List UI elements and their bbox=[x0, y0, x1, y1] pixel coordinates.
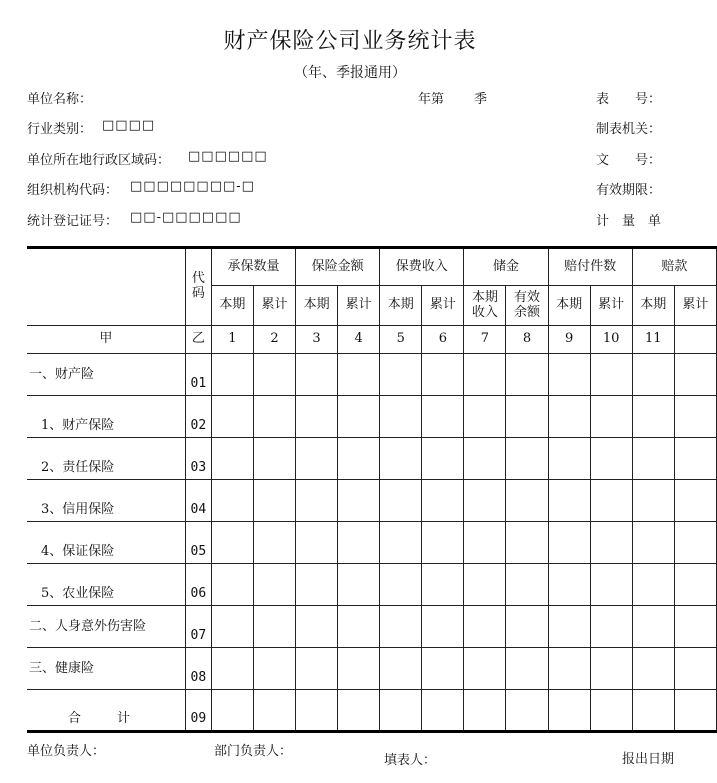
period-year: 年第 bbox=[418, 92, 445, 107]
row-label: 3、信用保险 bbox=[27, 480, 185, 522]
data-cell[interactable] bbox=[464, 606, 506, 648]
sub-deposit-balance bbox=[506, 286, 548, 326]
data-cell[interactable] bbox=[632, 606, 674, 648]
row-code: 07 bbox=[185, 606, 211, 648]
sub-cumulative-5: 累计 bbox=[590, 286, 632, 326]
page-title: 财产保险公司业务统计表 bbox=[223, 29, 477, 54]
header-group-sum-insured: 保险金额 bbox=[296, 248, 380, 286]
data-cell[interactable] bbox=[632, 354, 674, 396]
data-cell[interactable] bbox=[253, 606, 295, 648]
row-code: 03 bbox=[185, 438, 211, 480]
data-cell[interactable] bbox=[632, 438, 674, 480]
data-cell[interactable] bbox=[548, 396, 590, 438]
sub-deposit-income-text: 本期收入 bbox=[471, 289, 498, 320]
sub-current-6: 本期 bbox=[632, 286, 674, 326]
data-cell[interactable] bbox=[506, 438, 548, 480]
data-cell[interactable] bbox=[338, 354, 380, 396]
row-code: 02 bbox=[185, 396, 211, 438]
data-cell[interactable] bbox=[296, 690, 338, 732]
column-b-label: 乙 bbox=[185, 326, 211, 354]
data-cell[interactable] bbox=[590, 648, 632, 690]
data-cell[interactable] bbox=[380, 522, 422, 564]
data-cell[interactable] bbox=[422, 564, 464, 606]
data-cell[interactable] bbox=[464, 438, 506, 480]
data-cell[interactable] bbox=[380, 438, 422, 480]
unit-of-measure-label: 计 量 单 bbox=[596, 214, 662, 229]
data-cell[interactable] bbox=[380, 480, 422, 522]
data-cell[interactable] bbox=[380, 606, 422, 648]
table-row bbox=[27, 396, 717, 438]
data-cell[interactable] bbox=[590, 438, 632, 480]
data-cell[interactable] bbox=[338, 564, 380, 606]
sub-current-2: 本期 bbox=[296, 286, 338, 326]
column-number-3: 3 bbox=[296, 326, 338, 354]
data-cell[interactable] bbox=[422, 606, 464, 648]
data-cell[interactable] bbox=[548, 648, 590, 690]
table-row bbox=[27, 606, 717, 648]
sub-cumulative-1: 累计 bbox=[253, 286, 295, 326]
data-cell[interactable] bbox=[548, 480, 590, 522]
header-group-premium-income: 保费收入 bbox=[380, 248, 464, 286]
data-cell[interactable] bbox=[211, 648, 253, 690]
data-cell[interactable] bbox=[253, 396, 295, 438]
footer-dept-head: 部门负责人： bbox=[214, 744, 293, 759]
column-a-label: 甲 bbox=[27, 326, 185, 354]
data-cell[interactable] bbox=[211, 522, 253, 564]
table-row bbox=[27, 438, 717, 480]
data-cell[interactable] bbox=[253, 438, 295, 480]
column-number-6: 6 bbox=[422, 326, 464, 354]
table-row bbox=[27, 564, 717, 606]
sub-current-1: 本期 bbox=[211, 286, 253, 326]
org-code-label: 组织机构代码： bbox=[27, 183, 119, 198]
data-cell[interactable] bbox=[674, 396, 716, 438]
data-cell[interactable] bbox=[464, 480, 506, 522]
period-quarter: 季 bbox=[474, 92, 488, 107]
data-cell[interactable] bbox=[211, 480, 253, 522]
row-code: 01 bbox=[185, 354, 211, 396]
footer-report-date: 报出日期 bbox=[622, 752, 675, 767]
header-code-text: 代码 bbox=[191, 271, 205, 301]
sub-cumulative-6: 累计 bbox=[674, 286, 716, 326]
data-cell[interactable] bbox=[338, 648, 380, 690]
sub-current-5: 本期 bbox=[548, 286, 590, 326]
data-cell[interactable] bbox=[253, 354, 295, 396]
data-cell[interactable] bbox=[211, 438, 253, 480]
data-cell[interactable] bbox=[464, 690, 506, 732]
data-cell[interactable] bbox=[211, 354, 253, 396]
data-cell[interactable] bbox=[296, 606, 338, 648]
data-cell[interactable] bbox=[674, 648, 716, 690]
header-group-claim-count: 赔付件数 bbox=[548, 248, 632, 286]
data-cell[interactable] bbox=[338, 522, 380, 564]
column-number-2: 2 bbox=[253, 326, 295, 354]
footer-filler: 填表人： bbox=[384, 753, 437, 768]
industry-label: 行业类别： bbox=[27, 122, 93, 137]
data-cell[interactable] bbox=[211, 606, 253, 648]
org-code-boxes: □□□□□□□□-□ bbox=[130, 179, 255, 194]
footer-unit-head: 单位负责人： bbox=[27, 744, 106, 759]
data-cell[interactable] bbox=[548, 522, 590, 564]
header-code bbox=[185, 248, 211, 326]
column-number-4: 4 bbox=[338, 326, 380, 354]
data-cell[interactable] bbox=[548, 354, 590, 396]
data-cell[interactable] bbox=[380, 354, 422, 396]
header-group-claims: 赔款 bbox=[632, 248, 716, 286]
data-cell[interactable] bbox=[253, 648, 295, 690]
industry-code-boxes: □□□□ bbox=[102, 118, 156, 133]
data-cell[interactable] bbox=[253, 564, 295, 606]
data-cell[interactable] bbox=[548, 564, 590, 606]
data-cell[interactable] bbox=[548, 438, 590, 480]
column-number-7: 7 bbox=[464, 326, 506, 354]
data-cell[interactable] bbox=[674, 522, 716, 564]
data-cell[interactable] bbox=[296, 354, 338, 396]
row-label: 一、财产险 bbox=[27, 354, 185, 396]
row-label: 二、人身意外伤害险 bbox=[27, 606, 185, 648]
sub-deposit-income bbox=[464, 286, 506, 326]
data-cell[interactable] bbox=[253, 690, 295, 732]
sub-cumulative-3: 累计 bbox=[422, 286, 464, 326]
data-cell[interactable] bbox=[632, 480, 674, 522]
statistics-table bbox=[27, 246, 717, 733]
data-cell[interactable] bbox=[338, 438, 380, 480]
valid-period-label: 有效期限： bbox=[596, 183, 662, 198]
data-cell[interactable] bbox=[464, 648, 506, 690]
row-code: 09 bbox=[185, 690, 211, 732]
data-cell[interactable] bbox=[380, 564, 422, 606]
row-label: 三、健康险 bbox=[27, 648, 185, 690]
data-cell[interactable] bbox=[632, 396, 674, 438]
data-cell[interactable] bbox=[674, 564, 716, 606]
data-cell[interactable] bbox=[338, 396, 380, 438]
data-cell[interactable] bbox=[422, 438, 464, 480]
row-label: 2、责任保险 bbox=[27, 438, 185, 480]
data-cell[interactable] bbox=[590, 564, 632, 606]
data-cell[interactable] bbox=[422, 690, 464, 732]
data-cell[interactable] bbox=[674, 690, 716, 732]
data-cell[interactable] bbox=[211, 690, 253, 732]
data-cell[interactable] bbox=[674, 354, 716, 396]
row-code: 06 bbox=[185, 564, 211, 606]
column-number-1: 1 bbox=[211, 326, 253, 354]
data-cell[interactable] bbox=[506, 354, 548, 396]
row-label: 1、财产保险 bbox=[27, 396, 185, 438]
page-subtitle: （年、季报通用） bbox=[294, 65, 406, 81]
document-number-label: 文 号： bbox=[596, 153, 662, 168]
data-cell[interactable] bbox=[548, 690, 590, 732]
data-cell[interactable] bbox=[674, 438, 716, 480]
data-cell[interactable] bbox=[253, 480, 295, 522]
column-number-11: 11 bbox=[632, 326, 674, 354]
row-label-total: 合 计 bbox=[27, 690, 185, 732]
table-row-total bbox=[27, 690, 717, 732]
header-group-underwriting-count: 承保数量 bbox=[211, 248, 295, 286]
data-cell[interactable] bbox=[422, 522, 464, 564]
row-label: 4、保证保险 bbox=[27, 522, 185, 564]
row-label: 5、农业保险 bbox=[27, 564, 185, 606]
region-code-label: 单位所在地行政区域码： bbox=[27, 153, 171, 168]
data-cell[interactable] bbox=[296, 522, 338, 564]
sub-current-3: 本期 bbox=[380, 286, 422, 326]
data-cell[interactable] bbox=[380, 396, 422, 438]
issuer-label: 制表机关： bbox=[596, 122, 662, 137]
column-number-8: 8 bbox=[506, 326, 548, 354]
data-cell[interactable] bbox=[296, 438, 338, 480]
data-cell[interactable] bbox=[590, 690, 632, 732]
sub-deposit-balance-text: 有效余额 bbox=[514, 289, 541, 320]
data-cell[interactable] bbox=[380, 690, 422, 732]
data-cell[interactable] bbox=[422, 354, 464, 396]
data-cell[interactable] bbox=[296, 396, 338, 438]
registration-number-boxes: □□-□□□□□□ bbox=[130, 210, 242, 225]
data-cell[interactable] bbox=[632, 522, 674, 564]
unit-name-label: 单位名称： bbox=[27, 92, 93, 107]
data-cell[interactable] bbox=[253, 522, 295, 564]
data-cell[interactable] bbox=[422, 396, 464, 438]
column-number-9: 9 bbox=[548, 326, 590, 354]
column-number-12 bbox=[674, 326, 716, 354]
row-code: 05 bbox=[185, 522, 211, 564]
data-cell[interactable] bbox=[422, 480, 464, 522]
data-cell[interactable] bbox=[632, 690, 674, 732]
data-cell[interactable] bbox=[674, 480, 716, 522]
row-code: 04 bbox=[185, 480, 211, 522]
column-number-5: 5 bbox=[380, 326, 422, 354]
data-cell[interactable] bbox=[296, 564, 338, 606]
data-cell[interactable] bbox=[464, 522, 506, 564]
data-cell[interactable] bbox=[422, 648, 464, 690]
statistics-table-container bbox=[27, 246, 709, 730]
data-cell[interactable] bbox=[296, 648, 338, 690]
table-row bbox=[27, 354, 717, 396]
data-cell[interactable] bbox=[506, 606, 548, 648]
data-cell[interactable] bbox=[464, 564, 506, 606]
data-cell[interactable] bbox=[590, 480, 632, 522]
data-cell[interactable] bbox=[296, 480, 338, 522]
data-cell[interactable] bbox=[464, 354, 506, 396]
data-cell[interactable] bbox=[590, 522, 632, 564]
column-number-10: 10 bbox=[590, 326, 632, 354]
data-cell[interactable] bbox=[506, 480, 548, 522]
data-cell[interactable] bbox=[338, 690, 380, 732]
data-cell[interactable] bbox=[506, 648, 548, 690]
sub-cumulative-2: 累计 bbox=[338, 286, 380, 326]
data-cell[interactable] bbox=[674, 606, 716, 648]
data-cell[interactable] bbox=[506, 690, 548, 732]
data-cell[interactable] bbox=[632, 648, 674, 690]
registration-number-label: 统计登记证号： bbox=[27, 214, 119, 229]
data-cell[interactable] bbox=[211, 564, 253, 606]
data-cell[interactable] bbox=[632, 564, 674, 606]
data-cell[interactable] bbox=[380, 648, 422, 690]
table-row bbox=[27, 522, 717, 564]
table-row bbox=[27, 648, 717, 690]
data-cell[interactable] bbox=[506, 564, 548, 606]
data-cell[interactable] bbox=[590, 606, 632, 648]
data-cell[interactable] bbox=[211, 396, 253, 438]
data-cell[interactable] bbox=[464, 396, 506, 438]
row-code: 08 bbox=[185, 648, 211, 690]
form-number-label: 表 号： bbox=[596, 92, 662, 107]
region-code-boxes: □□□□□□ bbox=[188, 149, 268, 164]
data-cell[interactable] bbox=[548, 606, 590, 648]
data-cell[interactable] bbox=[590, 396, 632, 438]
data-cell[interactable] bbox=[338, 606, 380, 648]
header-blank-cell bbox=[27, 248, 185, 326]
data-cell[interactable] bbox=[338, 480, 380, 522]
data-cell[interactable] bbox=[590, 354, 632, 396]
data-cell[interactable] bbox=[506, 396, 548, 438]
header-group-deposit: 储金 bbox=[464, 248, 548, 286]
table-row bbox=[27, 480, 717, 522]
data-cell[interactable] bbox=[506, 522, 548, 564]
